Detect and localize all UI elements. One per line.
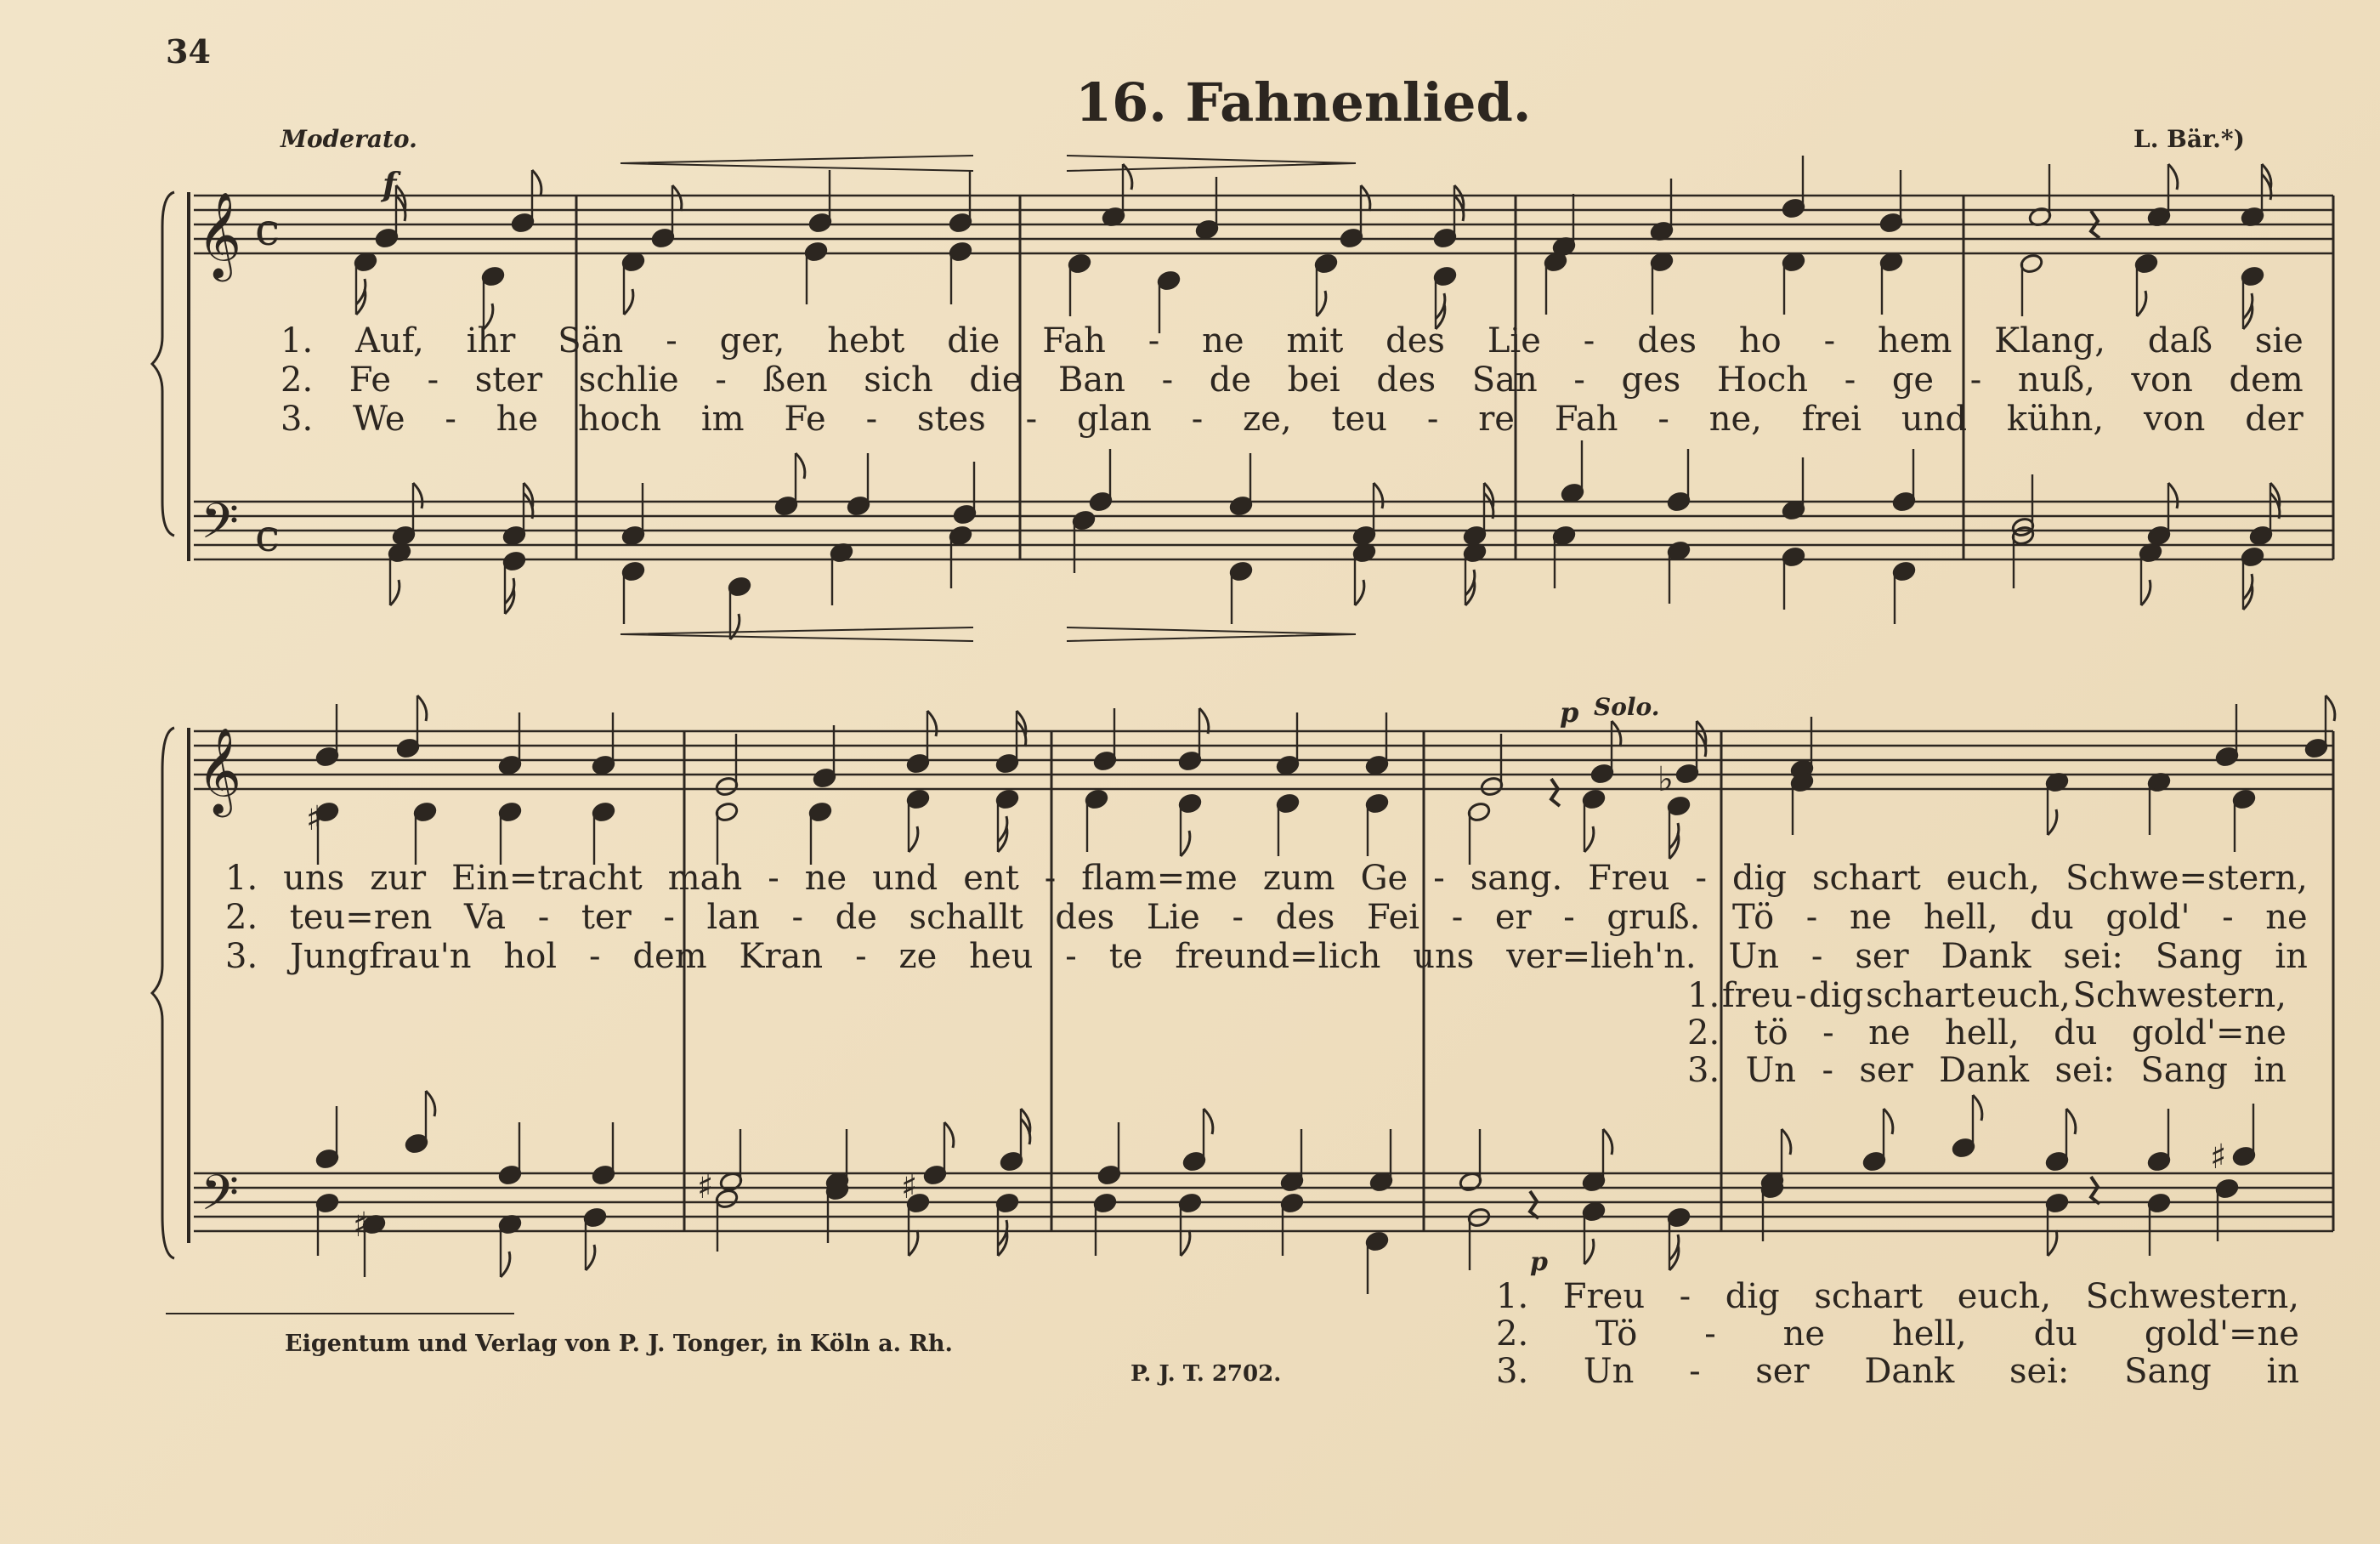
lyric-syllable: freu <box>1721 976 1794 1015</box>
lyric-syllable: schart <box>1814 1277 1924 1316</box>
male-verse-3 <box>1687 1051 2286 1090</box>
lyric-syllable: du <box>2030 898 2074 937</box>
lyric-syllable: - <box>1844 360 1856 400</box>
lyric-syllable: uns <box>283 859 345 898</box>
note-flag <box>1317 291 1326 316</box>
note-flag <box>417 695 427 721</box>
song-title: 16. Fahnenlied. <box>1075 71 1532 133</box>
lyric-syllable: Fe <box>784 400 826 439</box>
lyric-syllable: von <box>2144 400 2206 439</box>
sharp-icon: ♯ <box>901 1167 918 1206</box>
lyric-syllable: ne <box>2265 898 2308 937</box>
lyric-syllable: stes <box>916 400 986 439</box>
treble-clef-icon: 𝄞 <box>197 726 242 814</box>
lyric-syllable: hell, <box>1944 1013 2020 1053</box>
lyric-syllable: Hoch <box>1716 360 1809 400</box>
treble-clef-icon: 𝄞 <box>197 190 242 278</box>
sharp-icon: ♯ <box>353 1206 370 1245</box>
lyric-syllable: schart <box>1866 976 1975 1015</box>
note-flag <box>944 1122 954 1148</box>
lyric-syllable: ho <box>1738 321 1782 360</box>
lyric-syllable: Schwestern, <box>2072 976 2286 1015</box>
lyric-syllable: des <box>1275 898 1335 937</box>
note-flag <box>1374 483 1383 508</box>
note-flag <box>390 580 400 605</box>
note-flag <box>1181 831 1190 856</box>
lyric-syllable: ser <box>1859 1051 1913 1090</box>
note-flag <box>2168 483 2178 508</box>
lyric-syllable: schart <box>1811 859 1921 898</box>
lyric-syllable: ent <box>963 859 1019 898</box>
note-flag <box>909 1230 918 1256</box>
lyric-syllable: frei <box>1801 400 1862 439</box>
lyric-syllable: Schwe=stern, <box>2065 859 2308 898</box>
lyric-syllable: gold'=ne <box>2144 1314 2299 1354</box>
lyric-syllable: 3. <box>225 937 258 976</box>
lyric-syllable: - <box>1563 898 1575 937</box>
lyric-syllable: schallt <box>909 898 1023 937</box>
lyric-syllable: We <box>353 400 405 439</box>
lyric-syllable: ze, <box>1243 400 1292 439</box>
page-number: 34 <box>166 32 211 71</box>
lyric-syllable: du <box>2033 1314 2077 1354</box>
lyric-syllable: - <box>1232 898 1244 937</box>
lyric-syllable: Va <box>464 898 507 937</box>
lyric-syllable: - <box>1044 859 1057 898</box>
note-flag <box>1204 1109 1213 1134</box>
note-flag <box>1612 721 1621 746</box>
lyric-syllable: des <box>1055 898 1115 937</box>
lyric-syllable: zur <box>370 859 427 898</box>
note-flag <box>672 185 682 211</box>
note-flag <box>1199 708 1209 734</box>
lyric-syllable: Ein=tracht <box>451 859 643 898</box>
quarter-rest-icon <box>2091 1177 2100 1204</box>
lyric-syllable: bei <box>1287 360 1340 400</box>
lyric-syllable: 3. <box>1687 1051 1720 1090</box>
lyric-syllable: Fah <box>1042 321 1106 360</box>
decrescendo-hairpin <box>1067 156 1356 171</box>
lyric-syllable: ne <box>1202 321 1244 360</box>
lyric-syllable: des <box>1637 321 1697 360</box>
lyric-syllable: - <box>1969 360 1982 400</box>
lyric-syllable: - <box>1161 360 1174 400</box>
lyric-syllable: ne <box>1868 1013 1911 1053</box>
lyric-syllable: Dank <box>1864 1352 1955 1391</box>
lyric-syllable: sang. <box>1470 859 1563 898</box>
note-flag <box>413 483 422 508</box>
lyric-syllable: Dank <box>1941 937 2032 976</box>
lyric-syllable: dig <box>1725 1277 1780 1316</box>
lyric-syllable: - <box>1451 898 1464 937</box>
lyric-syllable: Kran <box>739 937 824 976</box>
lyric-syllable: ihr <box>466 321 516 360</box>
note-flag <box>1123 164 1132 190</box>
lyric-syllable: von <box>2131 360 2193 400</box>
lyric-syllable: glan <box>1076 400 1152 439</box>
lyric-syllable: ser <box>1755 1352 1810 1391</box>
lyric-syllable: und <box>1901 400 1968 439</box>
sharp-icon: ♯ <box>2210 1138 2227 1177</box>
composer: L. Bär.*) <box>2134 125 2245 153</box>
publisher-line: Eigentum und Verlag von P. J. Tonger, in Köln a. Rh. <box>285 1331 953 1357</box>
lyric-syllable: die <box>947 321 1000 360</box>
lyric-syllable: de <box>1209 360 1252 400</box>
lyric-syllable: sie <box>2254 321 2304 360</box>
lyric-syllable: 2. <box>280 360 314 400</box>
lyric-syllable: schlie <box>578 360 679 400</box>
bass-verse-3 <box>1496 1352 2299 1391</box>
lyric-syllable: Auf, <box>355 321 424 360</box>
verse-3-line-1 <box>280 400 2304 439</box>
lyric-syllable: Un <box>1745 1051 1797 1090</box>
verse-1-line-2 <box>225 859 2308 898</box>
lyric-syllable: des <box>1386 321 1445 360</box>
lyric-syllable: freund=lich <box>1175 937 1381 976</box>
lyric-syllable: 2. <box>225 898 258 937</box>
lyric-syllable: - <box>715 360 727 400</box>
lyric-syllable: 1. <box>1687 976 1720 1015</box>
lyric-syllable: Sang <box>2140 1051 2228 1090</box>
lyric-syllable: ge <box>1891 360 1935 400</box>
note-flag <box>2066 1109 2076 1134</box>
note-flag <box>2137 291 2146 316</box>
lyric-syllable: - <box>1704 1314 1716 1354</box>
lyric-syllable: dig <box>1809 976 1864 1015</box>
verse-3-line-2 <box>225 937 2308 976</box>
lyric-syllable: Ge <box>1360 859 1408 898</box>
flat-icon: ♭ <box>1658 760 1674 799</box>
lyric-syllable: re <box>1478 400 1515 439</box>
lyric-syllable: - <box>768 859 779 898</box>
note-flag <box>532 170 541 196</box>
crescendo-hairpin <box>620 627 973 641</box>
common-time-icon: c <box>255 205 280 256</box>
lyric-syllable: 1. <box>1496 1277 1529 1316</box>
male-verse-2 <box>1687 1013 2286 1053</box>
lyric-syllable: ter <box>581 898 632 937</box>
lyric-syllable: mah <box>667 859 743 898</box>
lyric-syllable: - <box>666 321 677 360</box>
lyric-syllable: Tö <box>1595 1314 1638 1354</box>
lyric-syllable: - <box>865 400 878 439</box>
note-flag <box>909 826 918 852</box>
lyric-syllable: - <box>1805 898 1818 937</box>
lyric-syllable: - <box>1426 400 1439 439</box>
bass-verse-2 <box>1496 1314 2299 1354</box>
lyric-syllable: San <box>1471 360 1538 400</box>
lyric-syllable: teu <box>1331 400 1387 439</box>
lyric-syllable: - <box>1658 400 1669 439</box>
lyric-syllable: dem <box>632 937 707 976</box>
lyric-syllable: mit <box>1286 321 1344 360</box>
lyric-syllable: der <box>2245 400 2304 439</box>
note-flag <box>796 453 805 479</box>
lyric-syllable: ser <box>1855 937 1909 976</box>
lyric-syllable: Lie <box>1146 898 1200 937</box>
lyric-syllable: - <box>1795 976 1807 1015</box>
lyric-syllable: Schwestern, <box>2085 1277 2299 1316</box>
lyric-syllable: - <box>1823 321 1836 360</box>
lyric-syllable: - <box>589 937 601 976</box>
tempo-marking: Moderato. <box>280 125 417 153</box>
lyric-syllable: ne <box>1849 898 1892 937</box>
lyric-syllable: Sang <box>2124 1352 2212 1391</box>
lyric-syllable: in <box>2253 1051 2286 1090</box>
lyric-syllable: ßen <box>762 360 828 400</box>
lyric-syllable: und <box>872 859 938 898</box>
note-flag <box>624 289 633 315</box>
lyric-syllable: - <box>1573 360 1585 400</box>
note-flag <box>1361 185 1370 211</box>
lyric-syllable: des <box>1376 360 1436 400</box>
lyric-syllable: de <box>835 898 877 937</box>
note-flag <box>1973 1095 1982 1121</box>
lyric-syllable: kühn, <box>2006 400 2105 439</box>
lyric-syllable: Tö <box>1731 898 1775 937</box>
dynamic-forte: f <box>382 165 397 203</box>
lyric-syllable: tö <box>1754 1013 1788 1053</box>
note-flag <box>586 1245 595 1270</box>
system-brace <box>152 192 174 536</box>
lyric-syllable: hem <box>1878 321 1952 360</box>
lyric-syllable: Dank <box>1939 1051 2030 1090</box>
lyric-syllable: Fah <box>1554 400 1618 439</box>
lyric-syllable: hoch <box>578 400 662 439</box>
lyric-syllable: 1. <box>225 859 258 898</box>
bass-clef-icon: 𝄢 <box>201 492 240 562</box>
lyric-syllable: uns <box>1413 937 1475 976</box>
common-time-icon: c <box>255 511 280 562</box>
lyric-syllable: in <box>2275 937 2308 976</box>
lyric-syllable: er <box>1494 898 1532 937</box>
lyric-syllable: 2. <box>1496 1314 1529 1354</box>
lyric-syllable: Ban <box>1058 360 1126 400</box>
lyric-syllable: nuß, <box>2017 360 2095 400</box>
lyric-syllable: hol <box>503 937 558 976</box>
lyric-syllable: Klang, <box>1994 321 2105 360</box>
note-flag <box>1355 580 1364 605</box>
note-flag <box>2168 164 2178 190</box>
lyric-syllable: sei: <box>2063 937 2123 976</box>
decrescendo-hairpin <box>1067 627 1356 641</box>
note-flag <box>730 614 740 639</box>
lyric-syllable: 1. <box>280 321 314 360</box>
lyric-syllable: hebt <box>827 321 905 360</box>
quarter-rest-icon <box>1530 1191 1538 1218</box>
lyric-syllable: - <box>1679 1277 1692 1316</box>
lyric-syllable: gold'=ne <box>2131 1013 2286 1053</box>
note-flag <box>1782 1129 1791 1155</box>
lyric-syllable: 3. <box>1496 1352 1529 1391</box>
bass-clef-icon: 𝄢 <box>201 1164 240 1234</box>
lyric-syllable: ze <box>898 937 938 976</box>
sharp-icon: ♯ <box>697 1167 714 1206</box>
lyric-syllable: Fei <box>1367 898 1420 937</box>
crescendo-hairpin <box>620 156 973 171</box>
lyric-syllable: gruß. <box>1606 898 1701 937</box>
lyric-syllable: ne <box>1782 1314 1826 1354</box>
bass-verse-1 <box>1496 1277 2299 1316</box>
dynamic-piano: p <box>1560 696 1579 729</box>
lyric-syllable: Freu <box>1562 1277 1646 1316</box>
lyric-syllable: du <box>2054 1013 2098 1053</box>
plate-number: P. J. T. 2702. <box>1130 1361 1282 1387</box>
lyric-syllable: - <box>537 898 550 937</box>
note-flag <box>426 1091 435 1116</box>
lyric-syllable: sich <box>864 360 933 400</box>
lyric-syllable: Fe <box>348 360 392 400</box>
note-flag <box>1181 1230 1190 1256</box>
lyric-syllable: - <box>1689 1352 1701 1391</box>
lyric-syllable: Sang <box>2155 937 2243 976</box>
lyric-syllable: ger, <box>719 321 785 360</box>
lyric-syllable: ster <box>474 360 543 400</box>
note-flag <box>501 1252 510 1277</box>
lyric-syllable: lan <box>706 898 760 937</box>
lyric-syllable: - <box>1025 400 1038 439</box>
lyric-syllable: - <box>1822 1051 1833 1090</box>
lyric-syllable: - <box>1433 859 1445 898</box>
lyric-syllable: - <box>1810 937 1823 976</box>
lyric-syllable: in <box>2266 1352 2299 1391</box>
lyric-syllable: heu <box>969 937 1034 976</box>
lyric-syllable: - <box>791 898 804 937</box>
lyric-syllable: euch, <box>1957 1277 2052 1316</box>
lyric-syllable: ges <box>1621 360 1681 400</box>
lyric-syllable: Sän <box>558 321 624 360</box>
lyric-syllable: dig <box>1731 859 1787 898</box>
lyric-syllable: flam=me <box>1081 859 1238 898</box>
lyric-syllable: te <box>1108 937 1143 976</box>
lyric-syllable: he <box>496 400 539 439</box>
lyric-syllable: euch, <box>1976 976 2071 1015</box>
note-flag <box>2326 695 2335 721</box>
lyric-syllable: gold' <box>2105 898 2190 937</box>
lyric-syllable: ver=lieh'n. <box>1506 937 1697 976</box>
sharp-icon: ♯ <box>306 799 323 838</box>
lyric-syllable: - <box>1191 400 1204 439</box>
note-flag <box>2048 1230 2057 1256</box>
note-flag <box>927 711 937 736</box>
lyric-syllable: dem <box>2229 360 2304 400</box>
verse-1-line-1 <box>280 321 2304 360</box>
lyric-syllable: ne, <box>1708 400 1762 439</box>
lyric-syllable: die <box>969 360 1023 400</box>
lyric-syllable: - <box>1148 321 1160 360</box>
lyric-syllable: euch, <box>1946 859 2040 898</box>
lyric-syllable: Freu <box>1588 859 1670 898</box>
lyric-syllable: hell, <box>1891 1314 1967 1354</box>
lyric-syllable: hell, <box>1924 898 1998 937</box>
lyric-syllable: - <box>1583 321 1595 360</box>
note-flag <box>1584 826 1594 852</box>
quarter-rest-icon <box>1551 779 1560 806</box>
lyric-syllable: Un <box>1728 937 1780 976</box>
lyric-syllable: - <box>427 360 439 400</box>
lyric-syllable: - <box>1065 937 1077 976</box>
verse-2-line-2 <box>225 898 2308 937</box>
dynamic-piano-lower: p <box>1530 1247 1548 1277</box>
lyric-syllable: 3. <box>280 400 314 439</box>
solo-label: Solo. <box>1594 693 1660 721</box>
lyric-syllable: - <box>2222 898 2234 937</box>
lyric-syllable: zum <box>1262 859 1335 898</box>
lyric-syllable: - <box>1822 1013 1834 1053</box>
male-verse-1 <box>1687 976 2286 1015</box>
lyric-syllable: Jungfrau'n <box>290 937 472 976</box>
lyric-syllable: - <box>663 898 675 937</box>
lyric-syllable: im <box>700 400 745 439</box>
verse-2-line-1 <box>280 360 2304 400</box>
note-flag <box>2048 809 2057 835</box>
lyric-syllable: - <box>1695 859 1707 898</box>
lyric-syllable: sei: <box>2009 1352 2070 1391</box>
lyric-syllable: daß <box>2147 321 2213 360</box>
note-flag <box>1884 1109 1893 1134</box>
lyric-syllable: teu=ren <box>289 898 433 937</box>
note-flag <box>2141 580 2150 605</box>
note-flag <box>1603 1129 1612 1155</box>
note-flag <box>1584 1239 1594 1264</box>
lyric-syllable: - <box>445 400 456 439</box>
lyric-syllable: 2. <box>1687 1013 1720 1053</box>
lyric-syllable: Lie <box>1487 321 1541 360</box>
lyric-syllable: ne <box>804 859 847 898</box>
lyric-syllable: Un <box>1583 1352 1635 1391</box>
system-brace <box>152 728 174 1258</box>
lyric-syllable: - <box>855 937 867 976</box>
lyric-syllable: sei: <box>2054 1051 2115 1090</box>
